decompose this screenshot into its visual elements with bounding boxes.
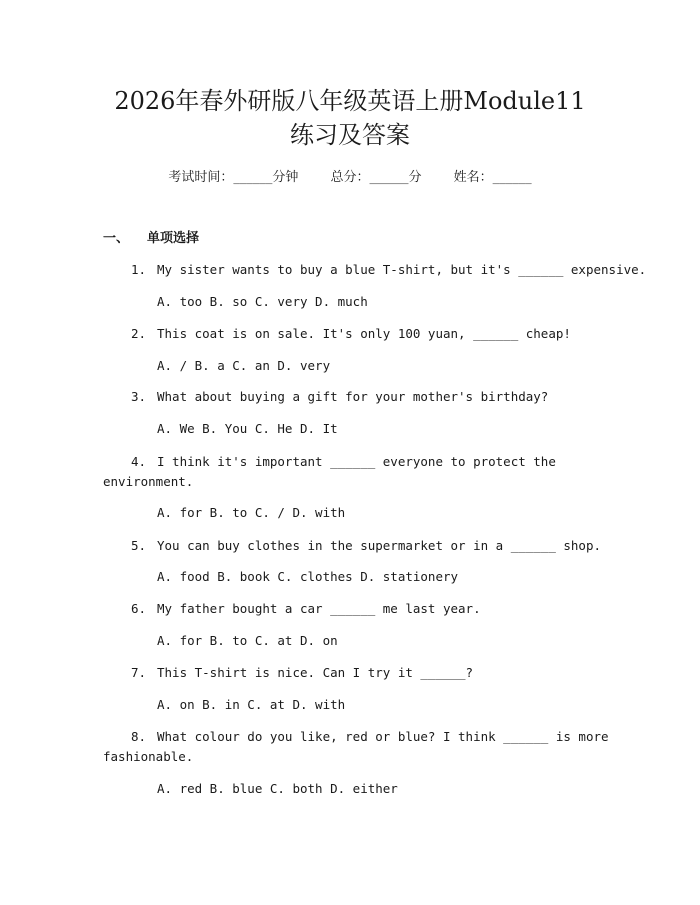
question-text: You can buy clothes in the supermarket or in a ______ shop. [157,538,602,553]
question-6-options: A. for B. to C. at D. on [157,633,338,648]
question-number: 3. [131,389,147,404]
exam-time-field: 考试时间：______分钟 [168,170,299,185]
question-5-options: A. food B. book C. clothes D. stationery [157,569,459,584]
student-name-field: 姓名：______ [453,170,532,185]
section-number: 一、 [103,231,130,246]
question-number: 2. [131,326,147,341]
question-text-continued: fashionable. [103,749,194,764]
document-title-line1: 2026年春外研版八年级英语上册Module11 [114,87,586,115]
question-text: This coat is on sale. It's only 100 yuan, ______ cheap! [157,326,571,341]
question-8-options: A. red B. blue C. both D. either [157,781,398,796]
question-text-continued: environment. [103,474,194,489]
question-text: My father bought a car ______ me last year. [157,601,481,616]
question-text: My sister wants to buy a blue T-shirt, but it's ______ expensive. [157,262,647,277]
question-4 [0,452,700,492]
question-text: What colour do you like, red or blue? I think ______ is more [157,729,609,744]
question-number: 1. [131,262,147,277]
question-text: This T-shirt is nice. Can I try it ______? [157,665,474,680]
question-number: 8. [131,729,147,744]
question-3-options: A. We B. You C. He D. It [157,421,338,436]
question-number: 4. [131,454,147,469]
question-4-options: A. for B. to C. / D. with [157,505,346,520]
total-score-field: 总分：______分 [330,170,422,185]
question-number: 6. [131,601,147,616]
question-8 [0,727,700,767]
question-2-options: A. / B. a C. an D. very [157,358,331,373]
section-title: 单项选择 [147,231,200,246]
question-text: I think it's important ______ everyone to protect the [157,454,556,469]
section-heading [103,230,199,248]
question-text: What about buying a gift for your mother's birthday? [157,389,549,404]
exam-meta-line [0,169,700,187]
question-7-options: A. on B. in C. at D. with [157,697,346,712]
document-title-line2: 练习及答案 [290,121,410,149]
question-1-options: A. too B. so C. very D. much [157,294,368,309]
question-number: 5. [131,538,147,553]
question-number: 7. [131,665,147,680]
